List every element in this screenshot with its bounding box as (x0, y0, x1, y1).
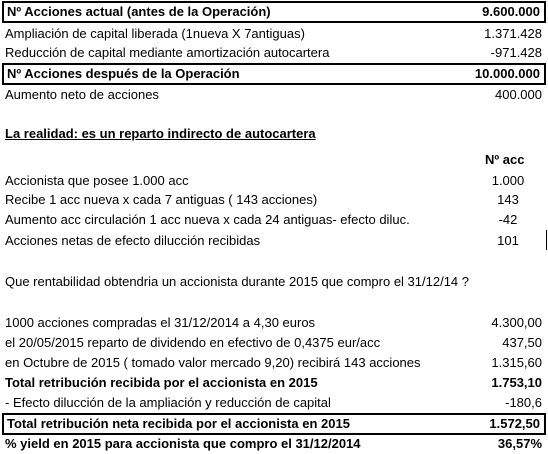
yield-label: % yield en 2015 para accionista que compro el 31/12/2014 (5, 436, 361, 451)
label: en Octubre de 2015 ( tomado valor mercado 9,20) recibirá 143 acciones (5, 355, 421, 370)
label: Acciones netas de efecto dilucción recibidas (5, 233, 261, 248)
question-text: Que rentabilidad obtendria un accionista durante 2015 que compro el 31/12/14 ? (5, 274, 469, 289)
label-reduccion: Reducción de capital mediante amortización autocartera (5, 45, 330, 60)
value-ampliacion: 1.371.428 (484, 26, 542, 41)
total-label: Total retribución recibida por el accionista en 2015 (5, 375, 318, 390)
label: el 20/05/2015 reparto de dividendo en efectivo de 0,4375 eur/acc (5, 335, 381, 350)
label: Accionista que posee 1.000 acc (5, 173, 189, 188)
net-total-label: Total retribución neta recibida por el accionista en 2015 (7, 416, 350, 431)
value: 101 (497, 233, 519, 248)
row-acciones-actual (2, 1, 546, 23)
value: -180,6 (505, 395, 542, 410)
value-reduccion: -971.428 (490, 45, 542, 60)
row-acciones-despues (2, 63, 546, 85)
label-acciones-despues: Nº Acciones después de la Operación (7, 66, 240, 81)
value: 143 (497, 192, 519, 207)
value: 4.300,00 (491, 315, 542, 330)
cell-cursor-line (546, 230, 547, 250)
value: 1.315,60 (491, 355, 542, 370)
column-header-n-acc: Nº acc (485, 152, 525, 167)
yield-value: 36,57% (497, 436, 542, 451)
net-total-value: 1.572,50 (489, 416, 540, 431)
total-value: 1.753,10 (491, 375, 542, 390)
value-acciones-actual: 9.600.000 (482, 4, 540, 19)
net-total-row (2, 413, 546, 435)
value-aumento-neto: 400.000 (495, 87, 542, 102)
label: Recibe 1 acc nueva x cada 7 antiguas ( 143 acciones) (5, 192, 318, 207)
value: 1.000 (491, 173, 525, 188)
value-acciones-despues: 10.000.000 (474, 66, 540, 81)
label-ampliacion: Ampliación de capital liberada (1nueva X 7antiguas) (5, 26, 305, 41)
section-title: La realidad: es un reparto indirecto de autocartera (5, 126, 316, 141)
label-aumento-neto: Aumento neto de acciones (5, 87, 159, 102)
label: 1000 acciones compradas el 31/12/2014 a 4,30 euros (5, 315, 316, 330)
label-acciones-actual: Nº Acciones actual (antes de la Operación) (7, 4, 271, 19)
label: - Efecto dilucción de la ampliación y reducción de capital (5, 395, 331, 410)
value: 437,50 (502, 335, 542, 350)
value: -42 (498, 212, 518, 227)
label: Aumento acc circulación 1 acc nueva x cada 24 antiguas- efecto diluc. (5, 212, 410, 227)
